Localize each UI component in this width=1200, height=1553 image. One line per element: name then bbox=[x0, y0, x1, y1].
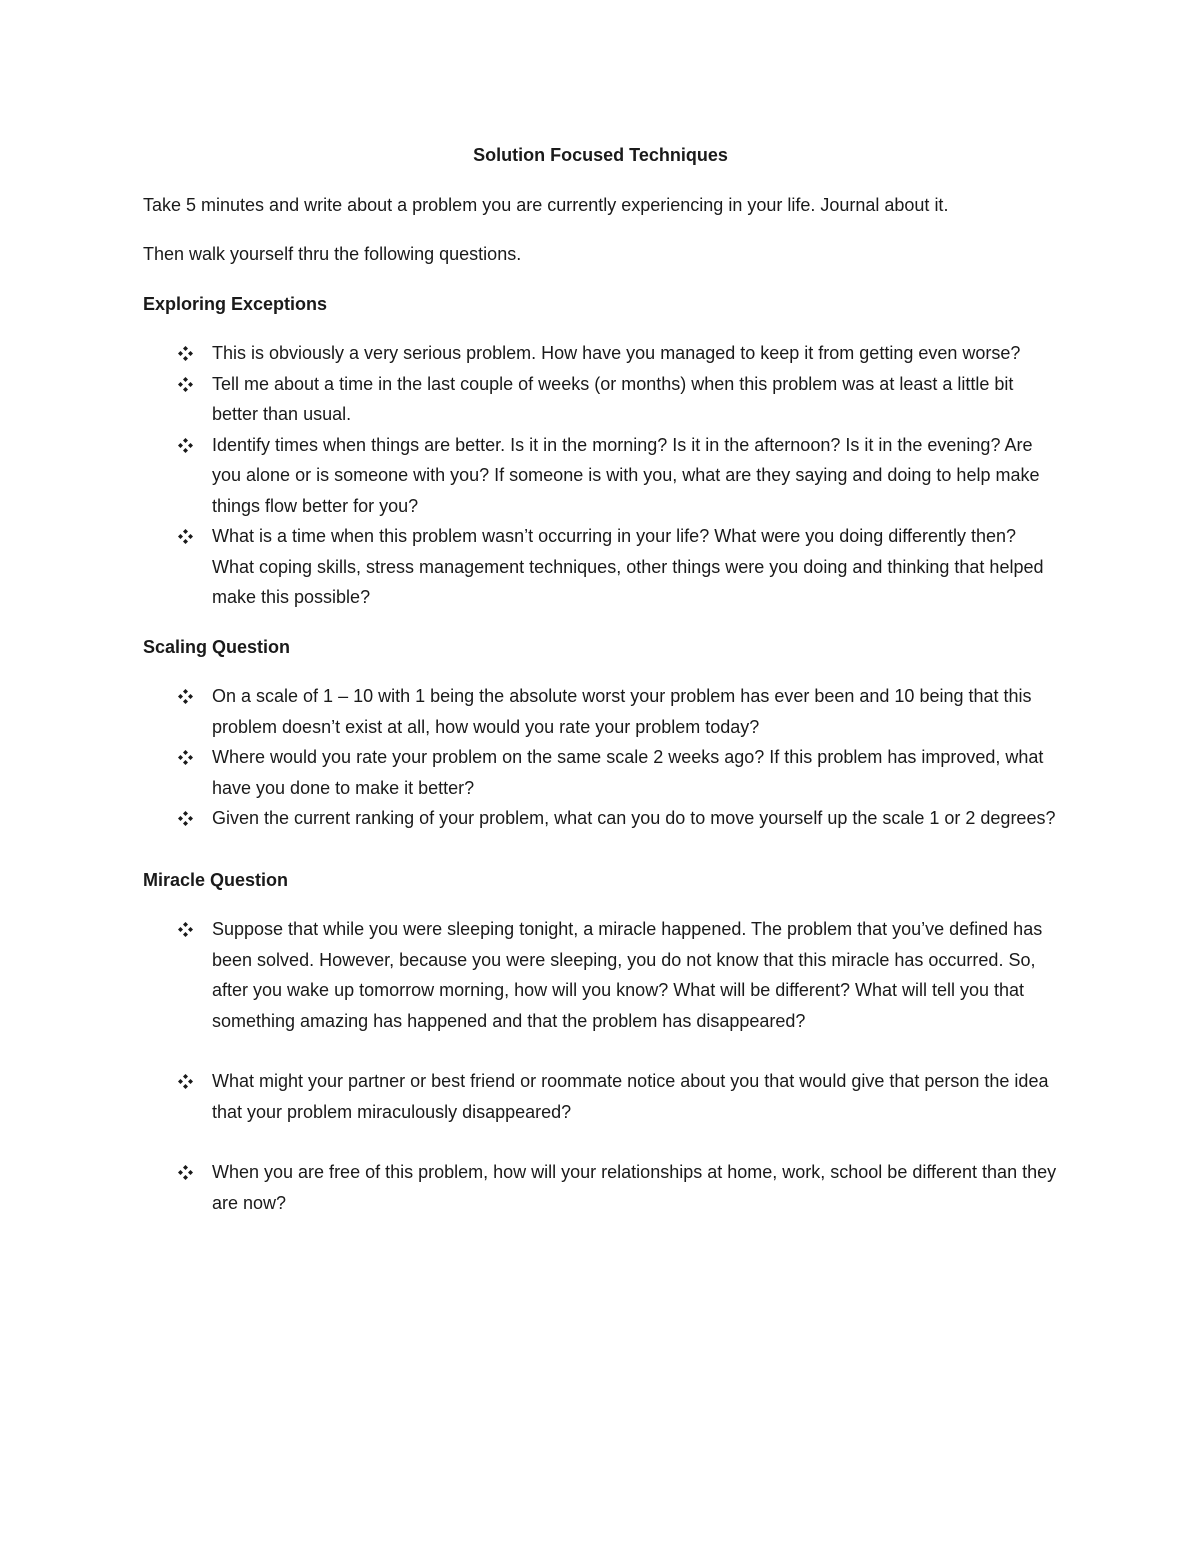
diamond-bullet-icon bbox=[178, 689, 193, 704]
list-item bbox=[143, 369, 1058, 430]
list-item-text: On a scale of 1 – 10 with 1 being the absolute worst your problem has ever been and 10 being that this problem doesn’t exist at all, how would you rate your problem today? bbox=[212, 686, 1032, 737]
document-page bbox=[143, 140, 1058, 1237]
diamond-bullet-icon bbox=[178, 750, 193, 765]
list-item bbox=[143, 430, 1058, 522]
list-item-text: This is obviously a very serious problem. How have you managed to keep it from getting even worse? bbox=[212, 343, 1021, 363]
list-item bbox=[143, 914, 1058, 1036]
list-item bbox=[143, 681, 1058, 742]
list-item bbox=[143, 803, 1058, 834]
section-spacer bbox=[143, 853, 1058, 865]
list-item bbox=[143, 742, 1058, 803]
miracle-question-list bbox=[143, 914, 1058, 1218]
list-item bbox=[143, 1157, 1058, 1218]
exploring-exceptions-list bbox=[143, 338, 1058, 613]
list-item-text: What might your partner or best friend or roommate notice about you that would give that person the idea that your problem miraculously disappeared? bbox=[212, 1071, 1049, 1122]
instruction-paragraph: Then walk yourself thru the following questions. bbox=[143, 244, 522, 264]
list-item-text: When you are free of this problem, how will your relationships at home, work, school be different than they are now? bbox=[212, 1162, 1057, 1213]
diamond-bullet-icon bbox=[178, 377, 193, 392]
section-heading-scaling-question: Scaling Question bbox=[143, 636, 291, 657]
section-heading-miracle-question: Miracle Question bbox=[143, 869, 289, 890]
list-item-text: Suppose that while you were sleeping tonight, a miracle happened. The problem that you’ve defined has been solved. However, because you were sleeping, you do not know that this miracle has occurred. So, after you wake up tomorrow morning, how will you know? What will be different? What will tell you that something amazing has happened and that the problem has disappeared? bbox=[212, 919, 1043, 1031]
list-item-text: Given the current ranking of your problem, what can you do to move yourself up the scale 1 or 2 degrees? bbox=[212, 808, 1056, 828]
list-item-text: Tell me about a time in the last couple of weeks (or months) when this problem was at least a little bit better than usual. bbox=[212, 373, 1014, 424]
list-item bbox=[143, 1066, 1058, 1127]
intro-paragraph: Take 5 minutes and write about a problem you are currently experiencing in your life. Journal about it. bbox=[143, 194, 949, 215]
document-title: Solution Focused Techniques bbox=[473, 145, 728, 165]
diamond-bullet-icon bbox=[178, 811, 193, 826]
list-item-text: What is a time when this problem wasn’t occurring in your life? What were you doing differently then? What coping skills, stress management techniques, other things were you doing and thinking that helped make this possible? bbox=[212, 526, 1044, 607]
section-heading-exploring-exceptions: Exploring Exceptions bbox=[143, 293, 328, 314]
scaling-question-list bbox=[143, 681, 1058, 834]
list-item bbox=[143, 521, 1058, 613]
list-item bbox=[143, 338, 1058, 369]
list-item-text: Identify times when things are better. Is it in the morning? Is it in the afternoon? Is it in the evening? Are you alone or is someone with you? If someone is with you, what are they saying and doing to help make things flow better for you? bbox=[212, 434, 1040, 516]
diamond-bullet-icon bbox=[178, 922, 193, 937]
diamond-bullet-icon bbox=[178, 529, 193, 544]
list-item-text: Where would you rate your problem on the same scale 2 weeks ago? If this problem has improved, what have you done to make it better? bbox=[212, 747, 1044, 798]
diamond-bullet-icon bbox=[178, 346, 193, 361]
diamond-bullet-icon bbox=[178, 438, 193, 453]
diamond-bullet-icon bbox=[178, 1165, 193, 1180]
diamond-bullet-icon bbox=[178, 1074, 193, 1089]
